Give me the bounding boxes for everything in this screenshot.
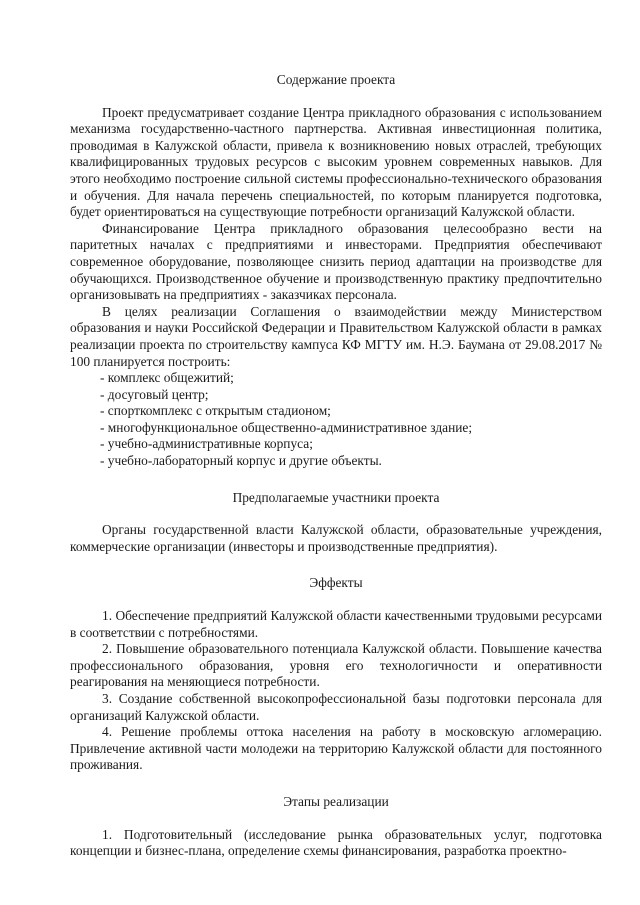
planned-objects-list [70,370,602,470]
heading-effects: Эффекты [309,575,363,591]
list-item: - досуговый центр; [100,386,209,402]
effect-item-2: 2. Повышение образовательного потенциала Калужской области. Повышение качества профессионального образования, уровня его технологичности и оперативности реагирования на меняющиеся потребности. [70,641,602,690]
heading-project-content: Содержание проекта [276,72,396,87]
effect-item-4: 4. Решение проблемы оттока населения на работу в московскую агломерацию. Привлечение активной части молодежи на территорию Калужской области для постоянного проживания. [70,724,602,773]
effect-item-1: 1. Обеспечение предприятий Калужской области качественными трудовыми ресурсами в соответствии с потребностями. [70,608,602,640]
heading-participants: Предполагаемые участники проекта [232,489,440,505]
paragraph-stage-1: 1. Подготовительный (исследование рынка образовательных услуг, подготовка концепции и бизнес-плана, определение схемы финансирования, разработка проектно- [70,826,602,859]
heading-stages: Этапы реализации [283,793,389,809]
list-item: - учебно-административные корпуса; [100,436,313,452]
list-item: - спорткомплекс с открытым стадионом; [100,403,331,419]
list-item: - учебно-лабораторный корпус и другие объекты. [100,453,382,469]
paragraph-financing: Финансирование Центра прикладного образования целесообразно вести на паритетных началах с предприятиями и инвесторами. Предприятия обеспечивают современное оборудование, позволяющее снизить период адаптации на производстве для обучающихся. Производственное обучение и производственную практику предпочтительно организовывать на предприятиях - заказчиках персонала. [70,220,602,303]
paragraph-project-intro: Проект предусматривает создание Центра прикладного образования с использованием механизма государственно-частного партнерства. Активная инвестиционная политика, проводимая в Калужской области, привела к возникновению новых отраслей, требующих квалифицированных трудовых ресурсов с высоким уровнем современных навыков. Для этого необходимо построение сильной системы профессионально-технического образования и обучения. Для начала перечень специальностей, по которым планируется подготовка, будет ориентироваться на существующие потребности организаций Калужской области. [70,104,602,220]
list-item: - комплекс общежитий; [100,370,234,386]
paragraph-participants: Органы государственной власти Калужской области, образовательные учреждения, коммерческие организации (инвесторы и производственные предприятия). [70,522,602,554]
list-item: - многофункциональное общественно-административное здание; [100,419,473,435]
paragraph-agreement: В целях реализации Соглашения о взаимодействии между Министерством образования и науки Российской Федерации и Правительством Калужской области в рамках реализации проекта по строительству кампуса КФ МГТУ им. Н.Э. Баумана от 29.08.2017 № 100 планируется построить: [70,303,602,369]
effect-item-3: 3. Создание собственной высокопрофессиональной базы подготовки персонала для организаций Калужской области. [70,691,602,723]
